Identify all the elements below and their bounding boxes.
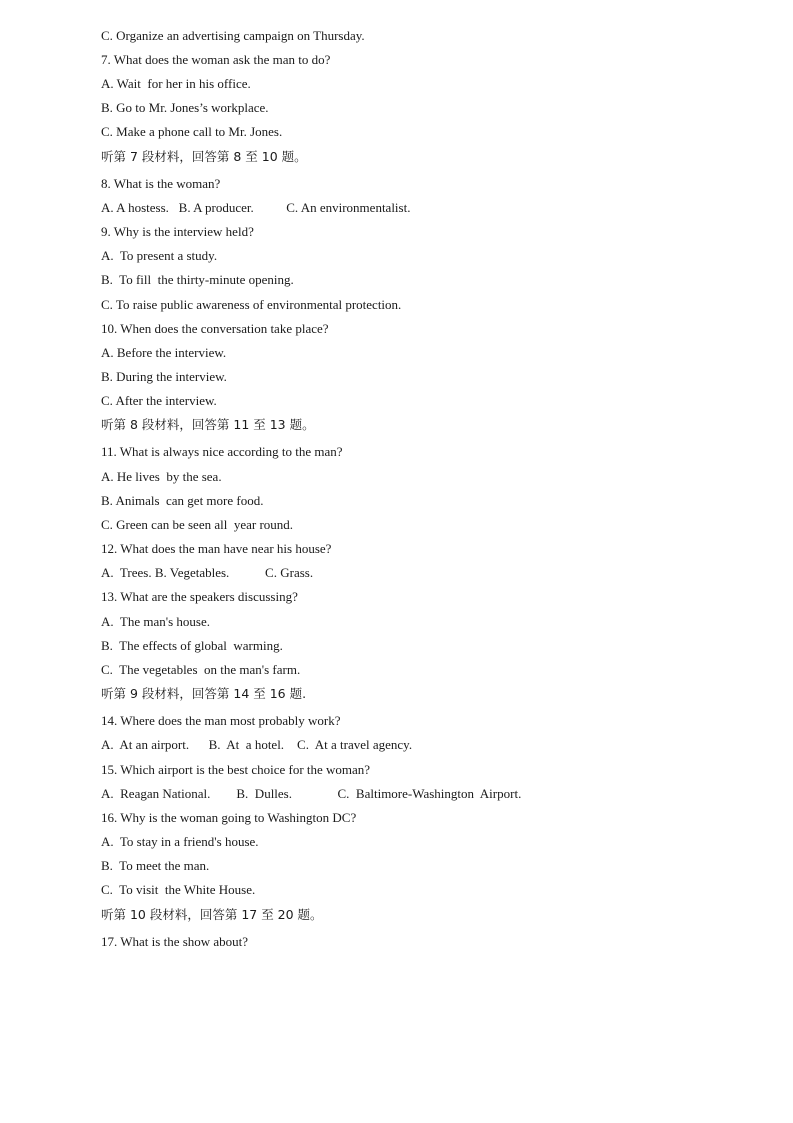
option-line: B. During the interview. — [101, 369, 227, 384]
option-line: C. To visit the White House. — [101, 882, 256, 897]
question-line: 12. What does the man have near his house? — [101, 541, 332, 556]
option-line: B. To meet the man. — [101, 858, 210, 873]
option-line: A. To present a study. — [101, 248, 218, 263]
option-line: A. Trees. B. Vegetables. C. Grass. — [101, 565, 314, 580]
question-line: 17. What is the show about? — [101, 934, 249, 949]
option-line: C. The vegetables on the man's farm. — [101, 662, 301, 677]
option-line: A. He lives by the sea. — [101, 469, 222, 484]
option-line: B. Go to Mr. Jones’s workplace. — [101, 100, 269, 115]
option-line: C. To raise public awareness of environmental protection. — [101, 297, 402, 312]
question-line: 13. What are the speakers discussing? — [101, 589, 298, 604]
question-line: 15. Which airport is the best choice for the woman? — [101, 762, 371, 777]
option-line: A. The man's house. — [101, 614, 210, 629]
option-line: C. Organize an advertising campaign on Thursday. — [101, 28, 365, 43]
option-line: A. Reagan National. B. Dulles. C. Baltimore-Washington Airport. — [101, 786, 522, 801]
option-line: B. Animals can get more food. — [101, 493, 264, 508]
option-line: A. To stay in a friend's house. — [101, 834, 259, 849]
question-line: 14. Where does the man most probably work? — [101, 713, 341, 728]
option-line: B. To fill the thirty-minute opening. — [101, 272, 294, 287]
section-heading: 听第 8 段材料，回答第 11 至 13 题。 — [101, 417, 315, 432]
option-line: C. Green can be seen all year round. — [101, 517, 294, 532]
option-line: A. Wait for her in his office. — [101, 76, 251, 91]
option-line: A. A hostess. B. A producer. C. An environmentalist. — [101, 200, 411, 215]
option-line: C. Make a phone call to Mr. Jones. — [101, 124, 283, 139]
question-line: 9. Why is the interview held? — [101, 224, 254, 239]
question-line: 11. What is always nice according to the man? — [101, 444, 343, 459]
question-line: 16. Why is the woman going to Washington DC? — [101, 810, 357, 825]
section-heading: 听第 7 段材料，回答第 8 至 10 题。 — [101, 149, 307, 164]
option-line: B. The effects of global warming. — [101, 638, 283, 653]
option-line: A. Before the interview. — [101, 345, 227, 360]
option-line: C. After the interview. — [101, 393, 217, 408]
section-heading: 听第 10 段材料，回答第 17 至 20 题。 — [101, 907, 323, 922]
question-line: 10. When does the conversation take place? — [101, 321, 329, 336]
question-line: 8. What is the woman? — [101, 176, 221, 191]
section-heading: 听第 9 段材料，回答第 14 至 16 题. — [101, 686, 307, 701]
question-line: 7. What does the woman ask the man to do? — [101, 52, 331, 67]
option-line: A. At an airport. B. At a hotel. C. At a travel agency. — [101, 737, 413, 752]
